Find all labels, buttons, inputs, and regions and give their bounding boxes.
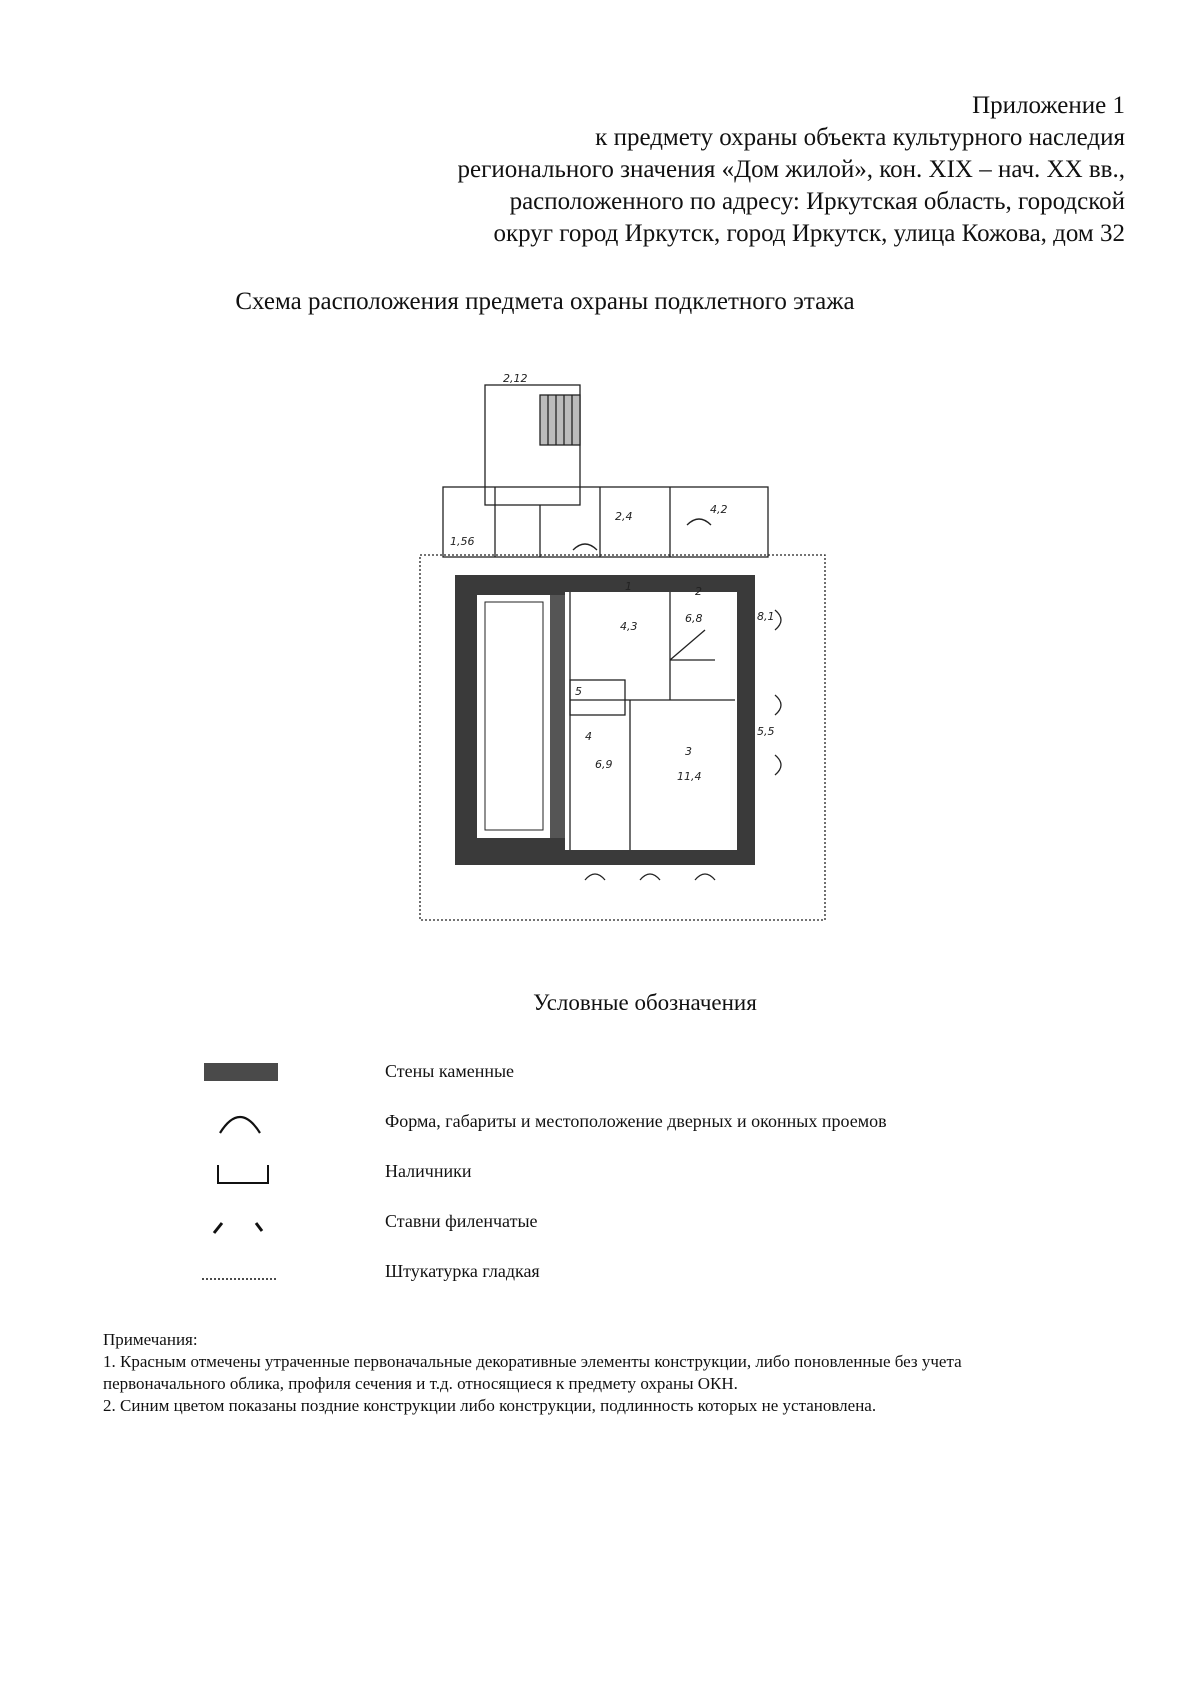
plan-label: 2,4 xyxy=(615,510,633,523)
note-line: 2. Синим цветом показаны поздние конструкции либо конструкции, подлинность которых не установлена. xyxy=(103,1396,877,1415)
plan-label: 6,8 xyxy=(685,612,703,625)
legend-label: Штукатурка гладкая xyxy=(385,1261,540,1281)
shutter-marks-icon xyxy=(190,1203,280,1243)
legend-item xyxy=(180,1203,1080,1243)
stair-block xyxy=(540,395,580,445)
scheme-title: Схема расположения предмета охраны подклетного этажа xyxy=(235,288,855,315)
plan-label: 4,3 xyxy=(620,620,638,633)
window-arch xyxy=(573,544,597,550)
header-line: расположенного по адресу: Иркутская область, городской xyxy=(509,188,1125,215)
legend-label: Стены каменные xyxy=(385,1061,515,1081)
plan-label: 8,1 xyxy=(757,610,775,623)
note-line: 1. Красным отмечены утраченные первоначальные декоративные элементы конструкции, либо поновленные без учета xyxy=(103,1352,962,1371)
plan-label: 4,2 xyxy=(710,503,728,516)
window-arch xyxy=(775,610,781,630)
plan-label: 5,5 xyxy=(757,725,775,738)
plan-label: 5 xyxy=(575,685,582,698)
header-line: Приложение 1 xyxy=(972,92,1125,119)
plan-label: 3 xyxy=(685,745,692,758)
notes-title: Примечания: xyxy=(103,1330,198,1349)
window-arch xyxy=(585,874,605,880)
window-arch xyxy=(640,874,660,880)
appendix-header xyxy=(225,90,1125,250)
plan-label: 4 xyxy=(585,730,592,743)
header-line: округ город Иркутск, город Иркутск, улица Кожова, дом 32 xyxy=(493,220,1125,247)
legend-item xyxy=(180,1103,1080,1143)
header-line: к предмету охраны объекта культурного наследия xyxy=(595,124,1125,151)
courtyard-void xyxy=(485,602,543,830)
floor-plan xyxy=(415,360,835,930)
window-arch xyxy=(695,874,715,880)
trim-bracket-icon xyxy=(190,1153,280,1193)
stone-wall-swatch-icon xyxy=(190,1053,280,1093)
dotted-line-icon xyxy=(190,1253,280,1293)
legend-title: Условные обозначения xyxy=(533,990,757,1015)
legend-item xyxy=(180,1153,1080,1193)
plan-label: 2 xyxy=(695,585,702,598)
plan-label: 6,9 xyxy=(595,758,613,771)
note-line: первоначального облика, профиля сечения и т.д. относящиеся к предмету охраны ОКН. xyxy=(103,1374,738,1393)
window-arch xyxy=(775,695,781,715)
plan-label: 1,56 xyxy=(450,535,475,548)
header-line: регионального значения «Дом жилой», кон. XIX – нач. XX вв., xyxy=(457,156,1125,183)
plan-label: 11,4 xyxy=(677,770,702,783)
plan-label: 2,12 xyxy=(503,372,528,385)
legend-label: Форма, габариты и местоположение дверных и оконных проемов xyxy=(385,1111,887,1131)
legend-label: Наличники xyxy=(385,1161,472,1181)
vestibule-row xyxy=(443,487,768,557)
legend-item xyxy=(180,1053,1080,1093)
notes xyxy=(103,1329,1143,1417)
legend-label: Ставни филенчатые xyxy=(385,1211,538,1231)
plan-label: 1 xyxy=(625,580,632,593)
arch-opening-icon xyxy=(190,1103,280,1143)
window-arch xyxy=(687,519,711,525)
legend-item xyxy=(180,1253,1080,1293)
window-arch xyxy=(775,755,781,775)
